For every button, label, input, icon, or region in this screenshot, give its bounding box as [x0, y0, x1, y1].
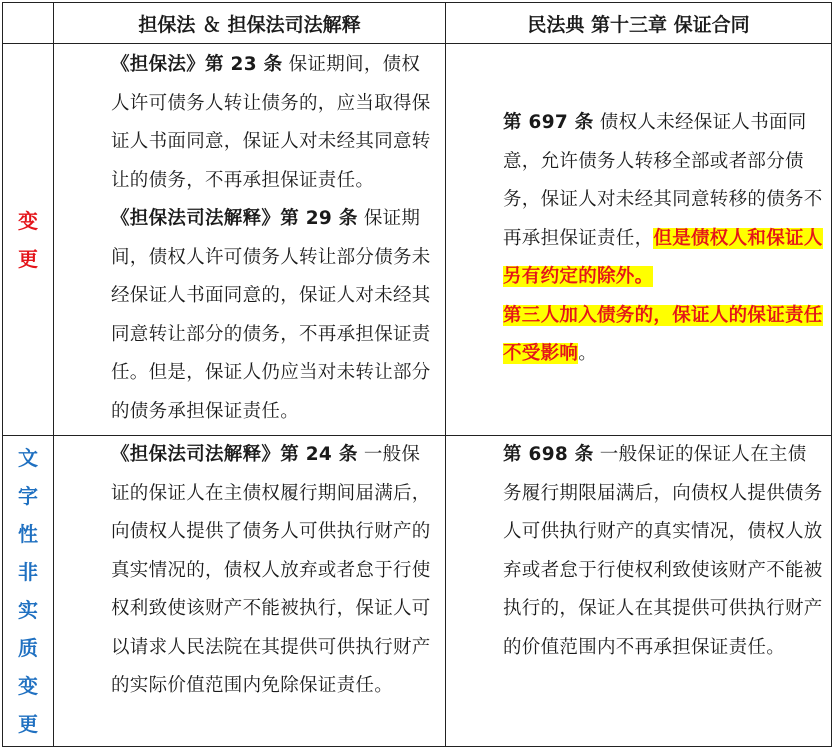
civil-code-art698: 第 698 条 一般保证的保证人在主债务履行期限届满后，向债权人提供债务人可供执行财产的真实情况，债权人放弃或者怠于行使权利致使该财产不能被执行的，保证人在其提供可供执行财产的价值范围内不再承担保证责任。 — [503, 444, 823, 658]
guarantee-law-art23: 《担保法》第 23 条 保证期间，债权人许可债务人转让债务的，应当取得保证人书面同意，保证人对未经其同意转让的债务，不再承担保证责任。 — [111, 54, 431, 191]
header-divider — [3, 43, 831, 44]
civil-code-art697: 第 697 条 债权人未经保证人书面同意，允许债务人转移全部或者部分债务，保证人对未经其同意转移的债务不再承担保证责任，但是债权人和保证人另有约定的除外。 — [503, 112, 823, 287]
comparison-table — [2, 2, 832, 747]
row2-right-cell — [457, 436, 825, 667]
row2-left-cell — [65, 436, 437, 706]
row1-right-cell — [457, 104, 825, 374]
row-label-textual-nonsubstantive-change: 文 字 性 非 实 质 变 更 — [18, 446, 38, 736]
header-col-guarantee-law: 担保法 ＆ 担保法司法解释 — [138, 13, 361, 36]
column-divider-2 — [445, 3, 446, 746]
judicial-interpretation-art29: 《担保法司法解释》第 29 条 保证期间，债权人许可债务人转让部分债务未经保证人书面同意的，保证人对未经其同意转让部分的债务，不再承担保证责任。但是，保证人仍应当对未转让部分的债务承担保证责任。 — [111, 208, 431, 422]
column-divider-1 — [53, 3, 54, 746]
header-col-civil-code: 民法典 第十三章 保证合同 — [527, 13, 750, 36]
civil-code-art697-para2: 第三人加入债务的，保证人的保证责任不受影响。 — [503, 304, 823, 364]
judicial-interpretation-art24: 《担保法司法解释》第 24 条 一般保证的保证人在主债权履行期间届满后，向债权人提供了债务人可供执行财产的真实情况的，债权人放弃或者怠于行使权利致使该财产不能被执行，保证人可以请求人民法院在其提供可供执行财产的实际价值范围内免除保证责任。 — [111, 444, 431, 696]
row-label-change: 变 更 — [18, 208, 38, 271]
highlight-third-party: 第三人加入债务的，保证人的保证责任不受影响 — [503, 304, 823, 364]
highlight-exception: 但是债权人和保证人另有约定的除外。 — [503, 227, 823, 287]
row1-left-cell — [65, 46, 437, 431]
